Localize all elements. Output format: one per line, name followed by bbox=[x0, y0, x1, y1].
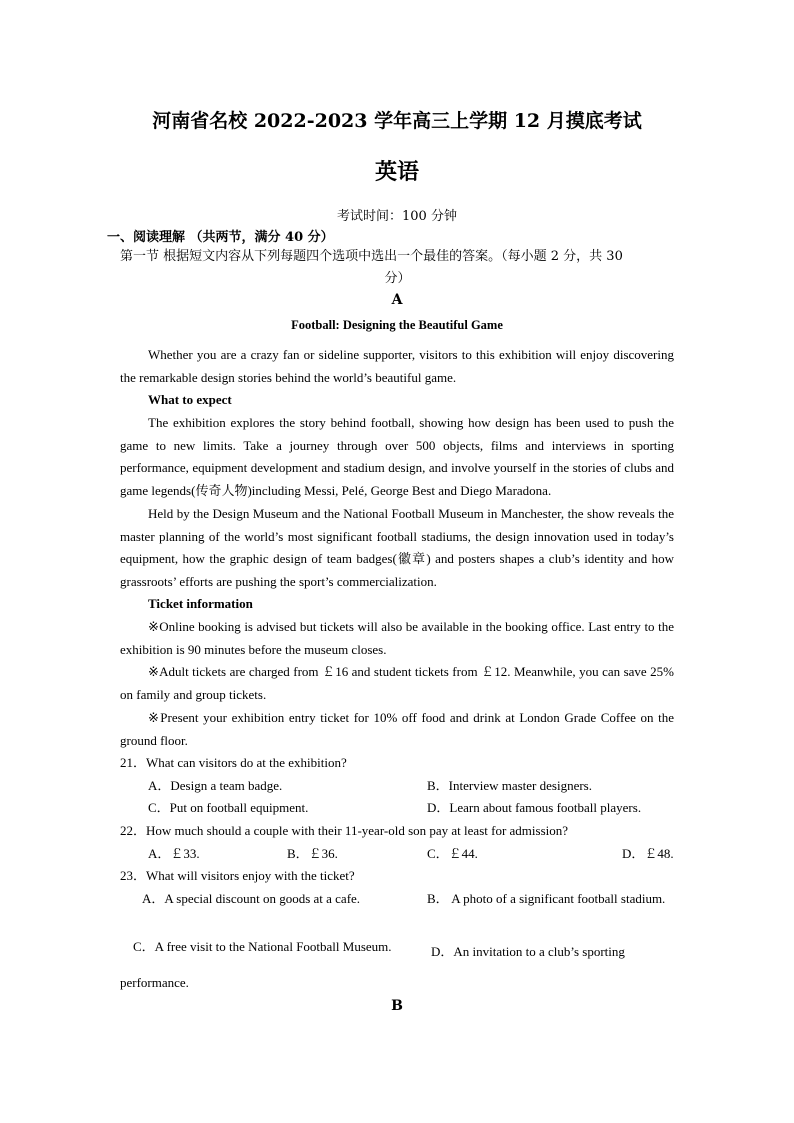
q22-option-c[interactable]: C．￡44. bbox=[427, 846, 478, 861]
ticket-paragraph-3: ※Present your exhibition entry ticket for 10% off food and drink at London Grade Coffee on the ground floor. bbox=[120, 710, 674, 748]
ticket-info-heading: Ticket information bbox=[148, 596, 253, 611]
instruction-line-1: 第一节 根据短文内容从下列每题四个选项中选出一个最佳的答案。（每小题 2 分，共 30 bbox=[120, 249, 623, 264]
passage-a-title: Football: Designing the Beautiful Game bbox=[291, 318, 503, 332]
subject-title: 英语 bbox=[374, 159, 419, 185]
instruction-line-2: 分） bbox=[384, 271, 411, 286]
exam-title: 河南省名校 2022-2023 学年高三上学期 12 月摸底考试 bbox=[152, 110, 642, 132]
question-22-stem: 22．How much should a couple with their 11-year-old son pay at least for admission? bbox=[120, 823, 569, 838]
q23-option-d[interactable]: D．An invitation to a club’s sporting performance. bbox=[120, 944, 625, 990]
q22-option-a[interactable]: A．￡33. bbox=[148, 846, 200, 861]
q21-option-a[interactable]: A．Design a team badge. bbox=[148, 778, 283, 793]
question-23-stem: 23．What will visitors enjoy with the ticket? bbox=[120, 868, 355, 883]
q22-option-b[interactable]: B．￡36. bbox=[287, 846, 338, 861]
q21-option-b[interactable]: B．Interview master designers. bbox=[427, 778, 592, 793]
passage-b-letter: B bbox=[391, 998, 403, 1014]
passage-a-letter: A bbox=[391, 292, 403, 308]
passage-intro: Whether you are a crazy fan or sideline supporter, visitors to this exhibition will enjoy discovering the remarkable design stories behind the world’s beautiful game. bbox=[120, 347, 674, 385]
q21-option-c[interactable]: C．Put on football equipment. bbox=[148, 800, 309, 815]
question-21-stem: 21．What can visitors do at the exhibition? bbox=[120, 755, 347, 770]
what-to-expect-heading: What to expect bbox=[148, 392, 232, 407]
q23-option-b[interactable]: B． A photo of a significant football stadium. bbox=[427, 891, 666, 906]
ticket-paragraph-1: ※Online booking is advised but tickets will also be available in the booking office. Last entry to the exhibition is 90 minutes before the museum closes. bbox=[120, 619, 674, 657]
q23-option-c[interactable]: C．A free visit to the National Football Museum. bbox=[133, 939, 392, 954]
expect-paragraph-1: The exhibition explores the story behind football, showing how design has been used to push the game to new limits. Take a journey through over 500 objects, films and interviews in sporting performance, equipment development and stadium design, and involve yourself in the stories of clubs and game legends(传奇人物)including Messi, Pelé, George Best and Diego Maradona. bbox=[120, 415, 674, 498]
ticket-paragraph-2: ※Adult tickets are charged from ￡16 and student tickets from ￡12. Meanwhile, you can save 25% on family and group tickets. bbox=[120, 664, 674, 702]
q22-option-d[interactable]: D．￡48. bbox=[622, 846, 674, 861]
expect-paragraph-2: Held by the Design Museum and the National Football Museum in Manchester, the show reveals the master planning of the world’s most significant football stadiums, the design innovation used in today’s equipment, how the graphic design of team badges(徽章) and posters shapes a club’s identity and how grassroots’ efforts are pushing the sport’s commercialization. bbox=[120, 506, 674, 589]
exam-time: 考试时间：100 分钟 bbox=[337, 209, 457, 224]
q21-option-d[interactable]: D．Learn about famous football players. bbox=[427, 800, 642, 815]
section-instruction bbox=[120, 246, 675, 290]
q23-option-a[interactable]: A．A special discount on goods at a cafe. bbox=[142, 891, 361, 906]
section-heading: 一、阅读理解 （共两节，满分 40 分） bbox=[107, 230, 334, 245]
